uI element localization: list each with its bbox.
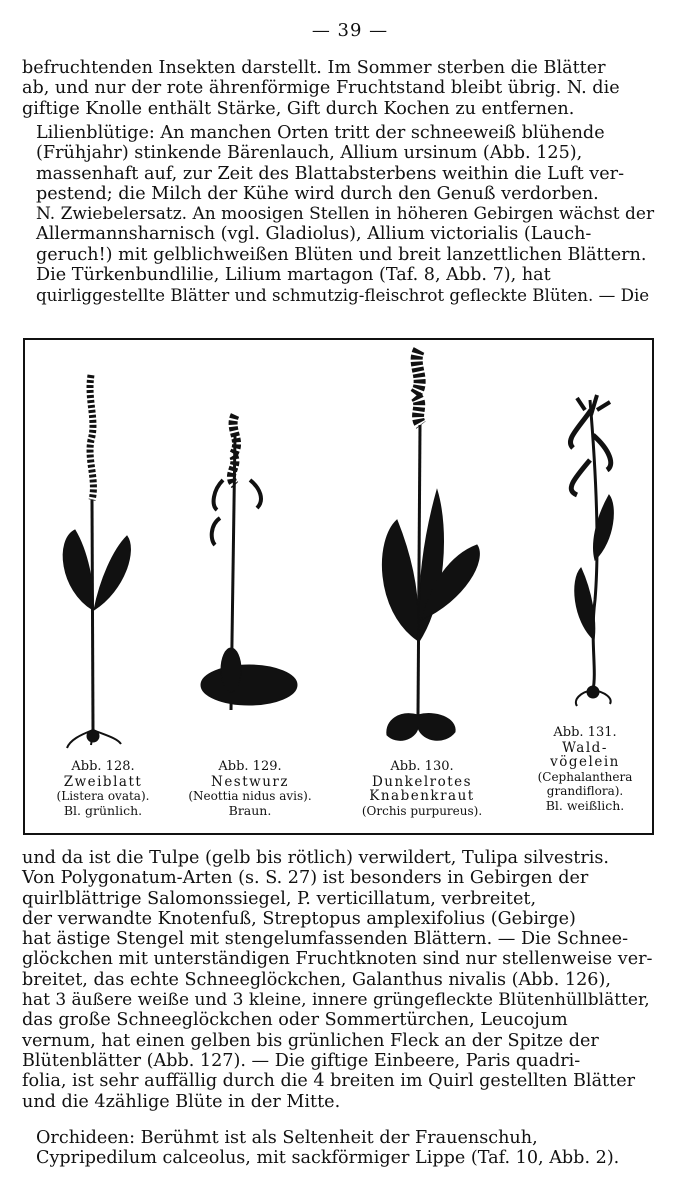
orchid-illustration-plate (23, 338, 654, 835)
text-line: Orchideen: Berühmt ist als Seltenheit der Frauenschuh, (36, 1128, 538, 1148)
text-line: Lilienblütige: An manchen Orten tritt der schneeweiß blühende (36, 123, 605, 143)
text-line: N. Zwiebelersatz. An moosigen Stellen in höheren Gebirgen wächst der (36, 204, 655, 225)
text-line: hat 3 äußere weiße und 3 kleine, innere grüngefleckte Blütenhüllblätter, (22, 990, 650, 1011)
figure-color: Bl. weißlich. (545, 797, 625, 813)
zweiblatt-drawing (63, 375, 130, 748)
text-line: hat ästige Stengel mit stengelumfassenden Blättern. — Die Schnee- (22, 929, 629, 950)
text-line: und die 4zählige Blüte in der Mitte. (22, 1091, 341, 1112)
figure-name-line1: Wald- (562, 739, 608, 756)
text-line: geruch!) mit gelblichweißen Blüten und breit lanzettlichen Blättern. (36, 244, 647, 265)
figure-name-line2: Knabenkraut (369, 788, 475, 804)
page-number: — 39 — (311, 20, 389, 41)
figure-color: Braun. (228, 802, 272, 818)
text-line: pestend; die Milch der Kühe wird durch den Genuß verdorben. (36, 183, 599, 204)
text-line: Die Türkenbundlilie, Lilium martagon (Taf. 8, Abb. 7), hat (36, 265, 551, 286)
figure-caption-130 (347, 760, 497, 818)
figure-latin-line2: grandiflora). (546, 784, 624, 798)
knabenkraut-drawing (382, 350, 479, 740)
figure-name-line1: Dunkelrotes (371, 773, 473, 790)
waldvoegelein-drawing (570, 395, 613, 706)
text-line: massenhaft auf, zur Zeit des Blattabsterbens weithin die Luft ver- (36, 163, 625, 184)
text-line: Von Polygonatum-Arten (s. S. 27) ist besonders in Gebirgen der (22, 868, 589, 889)
figure-caption-128 (43, 760, 163, 818)
figure-latin: (Orchis purpureus). (361, 803, 483, 818)
figure-name: Nestwurz (211, 773, 289, 790)
text-line: ab, und nur der rote ährenförmige Fruchtstand bleibt übrig. N. die (22, 78, 620, 99)
paragraph-1 (22, 58, 658, 119)
text-line: und da ist die Tulpe (gelb bis rötlich) verwildert, Tulipa silvestris. (22, 848, 610, 868)
figure-number: Abb. 129. (218, 759, 282, 774)
text-line: vernum, hat einen gelben bis grünlichen Fleck an der Spitze der (22, 1030, 599, 1051)
text-line: Cypripedilum calceolus, mit sackförmiger Lippe (Taf. 10, Abb. 2). (36, 1148, 620, 1169)
text-line: giftige Knolle enthält Stärke, Gift durch Kochen zu entfernen. (22, 98, 575, 119)
figure-number: Abb. 130. (390, 759, 454, 774)
text-line: folia, ist sehr auffällig durch die 4 breiten im Quirl gestellten Blätter (22, 1071, 636, 1092)
paragraph-lilienbluetige (22, 123, 658, 306)
figure-latin: (Neottia nidus avis). (188, 789, 312, 803)
figure-caption-129 (175, 760, 325, 818)
paragraph-orchideen (22, 1128, 658, 1169)
text-line: Allermannsharnisch (vgl. Gladiolus), Allium victorialis (Lauch- (36, 224, 592, 245)
figure-caption-131 (523, 726, 647, 813)
text-line: breitet, das echte Schneeglöckchen, Galanthus nivalis (Abb. 126), (22, 969, 611, 990)
text-line: der verwandte Knotenfuß, Streptopus amplexifolius (Gebirge) (22, 908, 576, 929)
figure-latin-line1: (Cephalanthera (537, 769, 633, 784)
text-line: glöckchen mit unterständigen Fruchtknoten sind nur stellenweise ver- (22, 949, 653, 970)
figure-color: Bl. grünlich. (63, 802, 143, 818)
figure-number: Abb. 131. (553, 725, 617, 740)
text-line: das große Schneeglöckchen oder Sommertürchen, Leucojum (22, 1010, 568, 1031)
text-line: (Frühjahr) stinkende Bärenlauch, Allium ursinum (Abb. 125), (36, 143, 583, 164)
text-line: befruchtenden Insekten darstellt. Im Sommer sterben die Blätter (22, 58, 606, 78)
nestwurz-drawing (201, 415, 297, 710)
figure-name-line2: vögelein (550, 754, 620, 770)
figure-name: Zweiblatt (63, 773, 143, 790)
text-line: quirlblättrige Salomonssiegel, P. verticillatum, verbreitet, (22, 888, 537, 909)
text-line: Blütenblätter (Abb. 127). — Die giftige Einbeere, Paris quadri- (22, 1050, 581, 1071)
paragraph-3 (22, 848, 658, 1112)
figure-number: Abb. 128. (71, 759, 135, 774)
text-line: quirliggestellte Blätter und schmutzig-fleischrot gefleckte Blüten. — Die (36, 285, 650, 306)
figure-latin: (Listera ovata). (56, 789, 150, 803)
